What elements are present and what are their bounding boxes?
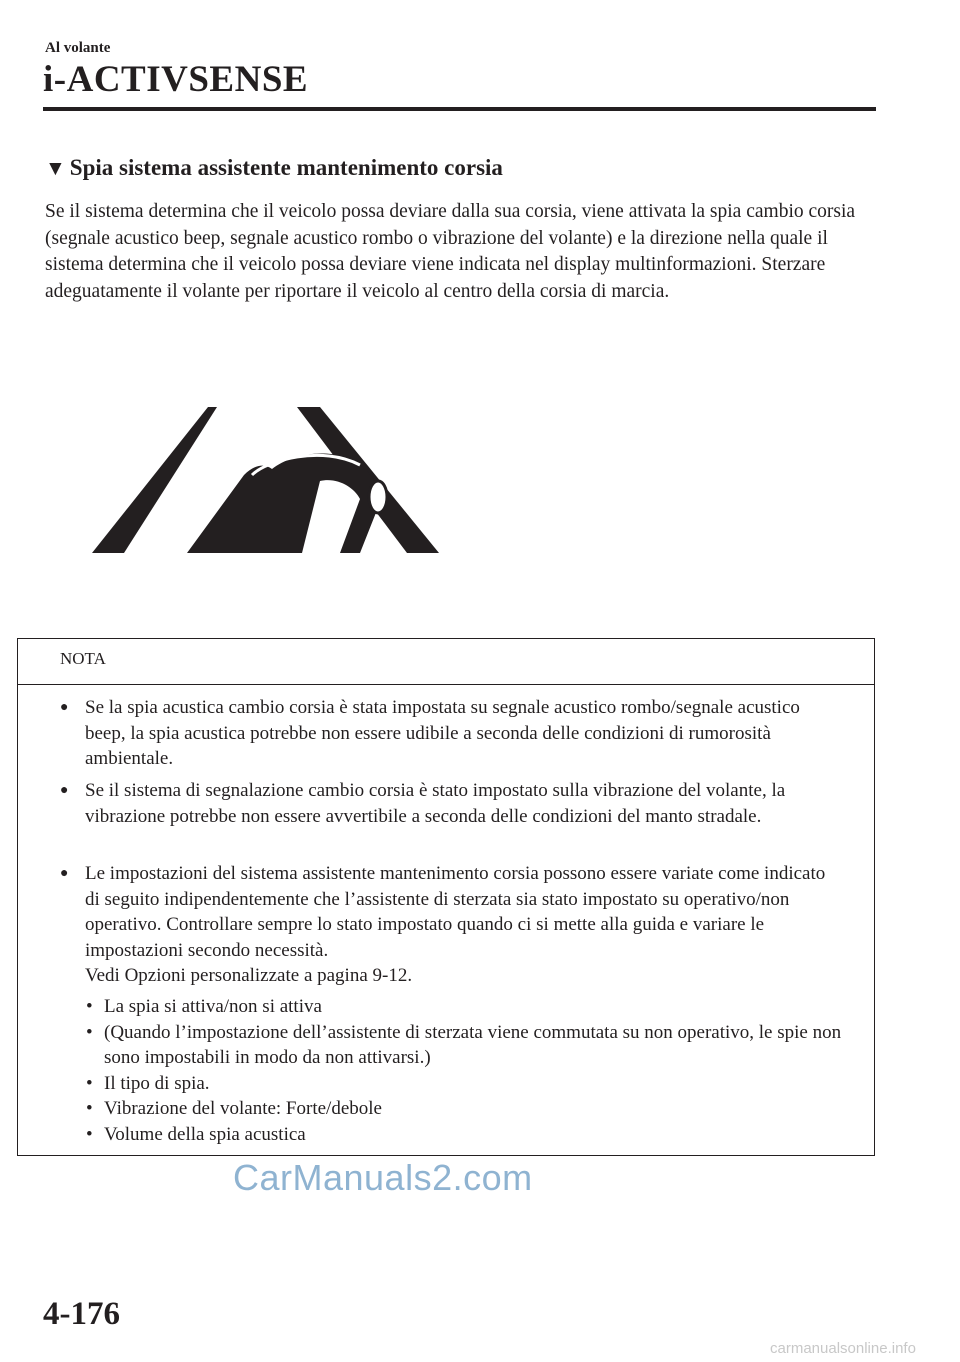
sub-list-item-text: Volume della spia acustica [104,1123,306,1145]
sub-list-item [86,1122,846,1148]
sub-list-item-text: (Quando l’impostazione dell’assistente di sterzata viene commutata su non operativo, le spie non sono impostabili in modo da non attivarsi.) [104,1021,842,1068]
triangle-down-icon: ▼ [45,155,66,180]
bullet-icon: • [86,996,93,1017]
sub-list-item-text: Il tipo di spia. [104,1072,210,1094]
note-sub-list [86,994,846,1147]
note-title: NOTA [60,649,106,668]
bullet-icon: ● [60,783,69,798]
page-number: 4-176 [43,1296,120,1332]
chapter-title: i-ACTIVSENSE [43,59,309,100]
footer-watermark: carmanualsonline.info [770,1340,916,1357]
bullet-icon: ● [60,866,69,881]
sub-list-item [86,1071,846,1097]
sub-list-item-text: Vibrazione del volante: Forte/debole [104,1098,382,1119]
note-item [60,778,840,829]
note-reference: Vedi Opzioni personalizzate a pagina 9-12. [85,965,413,986]
bullet-icon: • [86,1072,93,1094]
sub-list-item [86,1096,846,1122]
running-head: Al volante [45,40,111,56]
vehicle-silhouette [187,454,380,553]
note-box [17,638,875,1156]
sub-list-item [86,994,846,1020]
bullet-icon: • [86,1123,93,1145]
bullet-icon: • [86,1021,93,1043]
note-item [60,861,840,989]
watermark: CarManuals2.com [233,1157,533,1198]
bullet-icon: ● [60,700,69,715]
note-item [60,695,840,772]
lane-departure-warning-icon [92,405,442,555]
note-item-text: Le impostazioni del sistema assistente mantenimento corsia possono essere variate come indicato di seguito indipendentemente che l’assistente di sterzata sia stato impostato su operativo/non operativo. Controllare sempre lo stato impostato quando ci si mette alla guida e variare le impostazioni secondo necessità. [85,863,826,961]
note-item-text: Se la spia acustica cambio corsia è stata impostata su segnale acustico rombo/segnale acustico beep, la spia acustica potrebbe non essere udibile a seconda delle condizioni di rumorosità ambientale. [85,697,800,769]
section-heading [45,155,503,181]
bullet-icon: • [86,1098,93,1119]
note-item-text: Se il sistema di segnalazione cambio corsia è stato impostato sulla vibrazione del volante, la vibrazione potrebbe non essere avvertibile a seconda delle condizioni del manto stradale. [85,780,786,827]
section-heading-text: Spia sistema assistente mantenimento corsia [69,155,503,180]
sub-list-item [86,1020,846,1071]
left-lane-line [92,407,217,553]
header-rule [43,107,876,111]
body-paragraph: Se il sistema determina che il veicolo possa deviare dalla sua corsia, viene attivata la spia cambio corsia (segnale acustico beep, segnale acustico rombo o vibrazione del volante) e la direzione nella quale il sistema determina che il veicolo possa deviare viene indicata nel display multinformazioni. Sterzare adeguatamente il volante per riportare il veicolo al centro della corsia di marcia. [45,201,856,302]
note-divider [18,684,874,685]
steering-wheel-hint [369,481,387,513]
sub-list-item-text: La spia si attiva/non si attiva [104,996,322,1017]
